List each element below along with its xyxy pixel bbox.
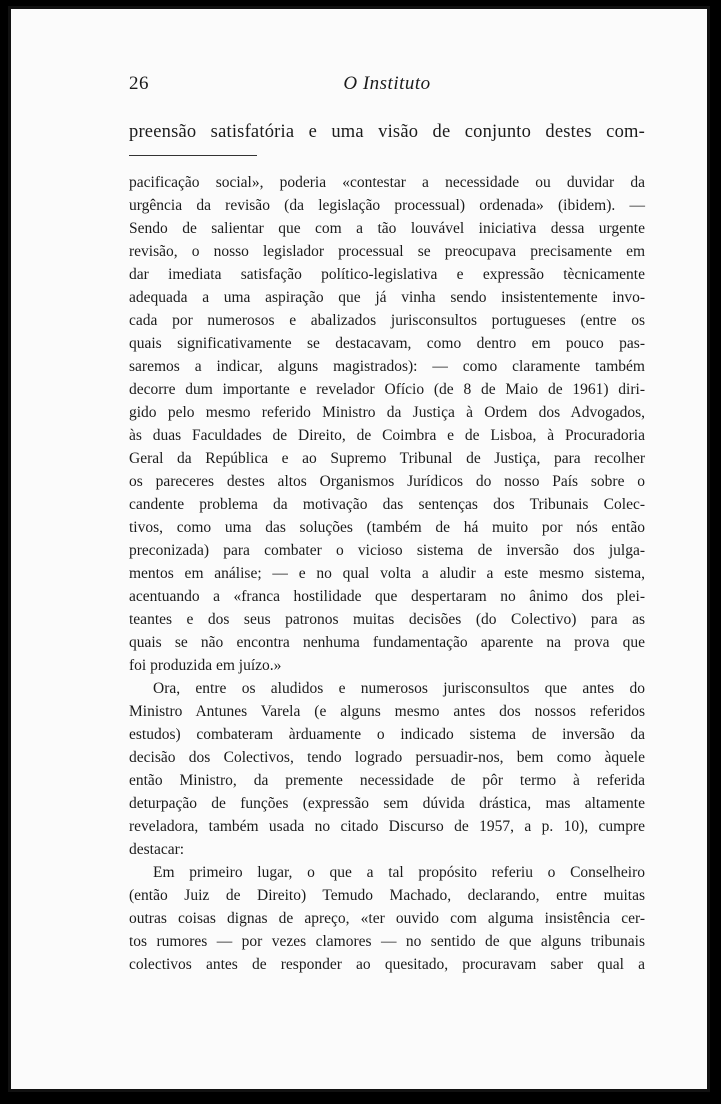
text-line: colectivos antes de responder ao quesitado, procuravam saber qual a: [129, 956, 645, 973]
text-line: Geral da República e ao Supremo Tribunal de Justiça, para recolher: [129, 450, 645, 467]
main-text-continuation: [129, 121, 645, 144]
text-line: (então Juiz de Direito) Temudo Machado, declarando, entre muitas: [129, 887, 645, 904]
book-page: [8, 6, 710, 1092]
text-line: mentos em análise; — e no qual volta a aludir a este mesmo sistema,: [129, 565, 645, 582]
footnote-body: [129, 171, 645, 976]
text-line: revisão, o nosso legislador processual se preocupava precisamente em: [129, 243, 645, 260]
text-line: dar imediata satisfação político-legislativa e expressão tècnicamente: [129, 266, 645, 283]
text-line: reveladora, também usada no citado Discurso de 1957, a p. 10), cumpre: [129, 818, 645, 835]
running-title: O Instituto: [343, 73, 431, 94]
text-line: cada por numerosos e abalizados jurisconsultos portugueses (entre os: [129, 312, 645, 329]
text-line: às duas Faculdades de Direito, de Coimbra e de Lisboa, à Procuradoria: [129, 427, 645, 444]
text-line: Em primeiro lugar, o que a tal propósito referiu o Conselheiro: [153, 864, 645, 881]
text-line: acentuando a «franca hostilidade que despertaram no ânimo dos plei-: [129, 588, 645, 605]
text-line: destacar:: [129, 841, 185, 858]
text-line: decorre dum importante e revelador Ofício (de 8 de Maio de 1961) diri-: [129, 381, 645, 398]
running-header: [129, 73, 645, 97]
text-line: preconizada) para combater o vicioso sistema de inversão dos julga-: [129, 542, 645, 559]
text-line: Ministro Antunes Varela (e alguns mesmo antes dos nossos referidos: [129, 703, 645, 720]
text-line: pacificação social», poderia «contestar a necessidade ou duvidar da: [129, 174, 645, 191]
text-line: deturpação de funções (expressão sem dúvida drástica, mas altamente: [129, 795, 645, 812]
text-line: preensão satisfatória e uma visão de conjunto destes com-: [129, 122, 645, 142]
footnote-separator: [129, 155, 257, 156]
page-number: 26: [129, 73, 149, 94]
text-line: quais significativamente se destacavam, como dentro em pouco pas-: [129, 335, 645, 352]
text-line: foi produzida em juízo.»: [129, 657, 282, 674]
text-line: estudos) combateram àrduamente o indicado sistema de inversão da: [129, 726, 645, 743]
text-line: gido pelo mesmo referido Ministro da Justiça à Ordem dos Advogados,: [129, 404, 645, 421]
text-line: Sendo de salientar que com a tão louvável iniciativa dessa urgente: [129, 220, 645, 237]
text-line: saremos a indicar, alguns magistrados): — como claramente também: [129, 358, 645, 375]
text-line: tivos, como uma das soluções (também de há muito por nós então: [129, 519, 645, 536]
text-line: urgência da revisão (da legislação processual) ordenada» (ibidem). —: [129, 197, 645, 214]
text-line: então Ministro, da premente necessidade de pôr termo à referida: [129, 772, 645, 789]
text-line: os pareceres destes altos Organismos Jurídicos do nosso País sobre o: [129, 473, 645, 490]
text-line: candente problema da motivação das sentenças dos Tribunais Colec-: [129, 496, 645, 513]
text-line: teantes e dos seus patronos muitas decisões (do Colectivo) para as: [129, 611, 645, 628]
text-line: Ora, entre os aludidos e numerosos jurisconsultos que antes do: [153, 680, 645, 697]
text-line: adequada a uma aspiração que já vinha sendo insistentemente invo-: [129, 289, 645, 306]
text-line: outras coisas dignas de apreço, «ter ouvido com alguma insistência cer-: [129, 910, 645, 927]
text-line: quais se não encontra nenhuma fundamentação aparente na prova que: [129, 634, 645, 651]
text-line: tos rumores — por vezes clamores — no sentido de que alguns tribunais: [129, 933, 645, 950]
text-line: decisão dos Colectivos, tendo logrado persuadir-nos, bem como àquele: [129, 749, 645, 766]
